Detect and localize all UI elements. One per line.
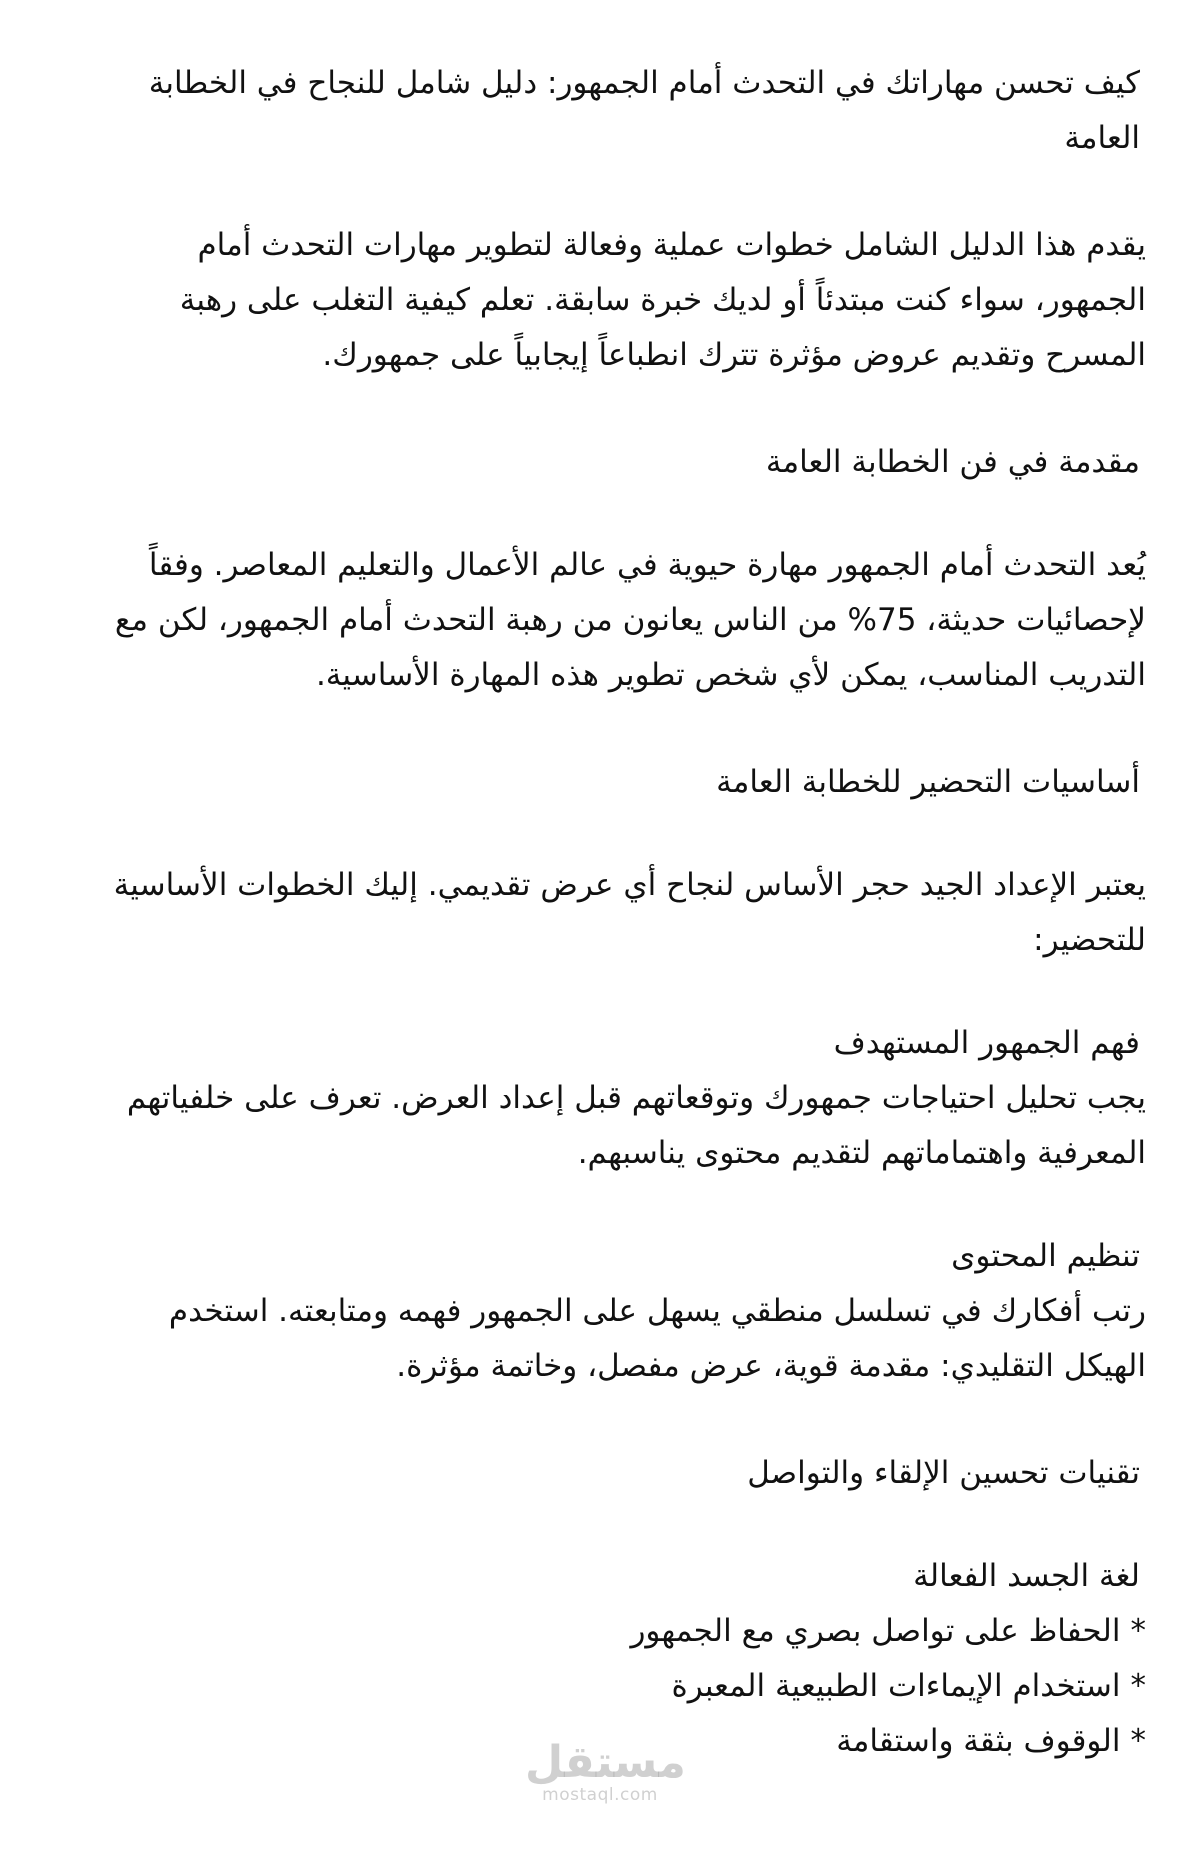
body-audience: يجب تحليل احتياجات جمهورك وتوقعاتهم قبل إعداد العرض. تعرف على خلفياتهم المعرفية واهتماماتهم لتقديم محتوى يناسبهم. <box>126 1080 1146 1171</box>
list-item <box>80 1659 1146 1714</box>
list-item <box>80 1714 1146 1769</box>
subheading-audience: فهم الجمهور المستهدف <box>833 1025 1140 1061</box>
watermark-logo: مستقل <box>525 1737 686 1788</box>
subheading-body-language: لغة الجسد الفعالة <box>913 1558 1140 1594</box>
section-heading-delivery: تقنيات تحسين الإلقاء والتواصل <box>747 1455 1140 1491</box>
list-item <box>80 1604 1146 1659</box>
section-body-preparation: يعتبر الإعداد الجيد حجر الأساس لنجاح أي عرض تقديمي. إليك الخطوات الأساسية للتحضير: <box>113 867 1146 958</box>
list-item-text: الوقوف بثقة واستقامة <box>836 1723 1121 1759</box>
section-heading-preparation: أساسيات التحضير للخطابة العامة <box>716 764 1140 800</box>
bullet-mark: * <box>1130 1723 1146 1759</box>
body-content: رتب أفكارك في تسلسل منطقي يسهل على الجمهور فهمه ومتابعته. استخدم الهيكل التقليدي: مقدمة قوية، عرض مفصل، وخاتمة مؤثرة. <box>168 1293 1146 1384</box>
body-language-list <box>80 1604 1146 1769</box>
section-body-intro: يُعد التحدث أمام الجمهور مهارة حيوية في عالم الأعمال والتعليم المعاصر. وفقاً لإحصائيات حديثة، 75% من الناس يعانون من رهبة التحدث أمام الجمهور، لكن مع التدريب المناسب، يمكن لأي شخص تطوير هذه المهارة الأساسية. <box>114 547 1146 693</box>
subheading-content: تنظيم المحتوى <box>951 1238 1140 1274</box>
bullet-mark: * <box>1130 1613 1146 1649</box>
list-item-text: استخدام الإيماءات الطبيعية المعبرة <box>671 1668 1121 1704</box>
watermark-text: mostaql.com <box>542 1785 658 1805</box>
section-heading-intro: مقدمة في فن الخطابة العامة <box>765 444 1140 480</box>
list-item-text: الحفاظ على تواصل بصري مع الجمهور <box>630 1613 1121 1649</box>
intro-paragraph: يقدم هذا الدليل الشامل خطوات عملية وفعالة لتطوير مهارات التحدث أمام الجمهور، سواء كنت مبتدئاً أو لديك خبرة سابقة. تعلم كيفية التغلب على رهبة المسرح وتقديم عروض مؤثرة تترك انطباعاً إيجابياً على جمهورك. <box>179 227 1146 373</box>
bullet-mark: * <box>1130 1668 1146 1704</box>
article-title: كيف تحسن مهاراتك في التحدث أمام الجمهور: دليل شامل للنجاح في الخطابة العامة <box>148 65 1140 156</box>
